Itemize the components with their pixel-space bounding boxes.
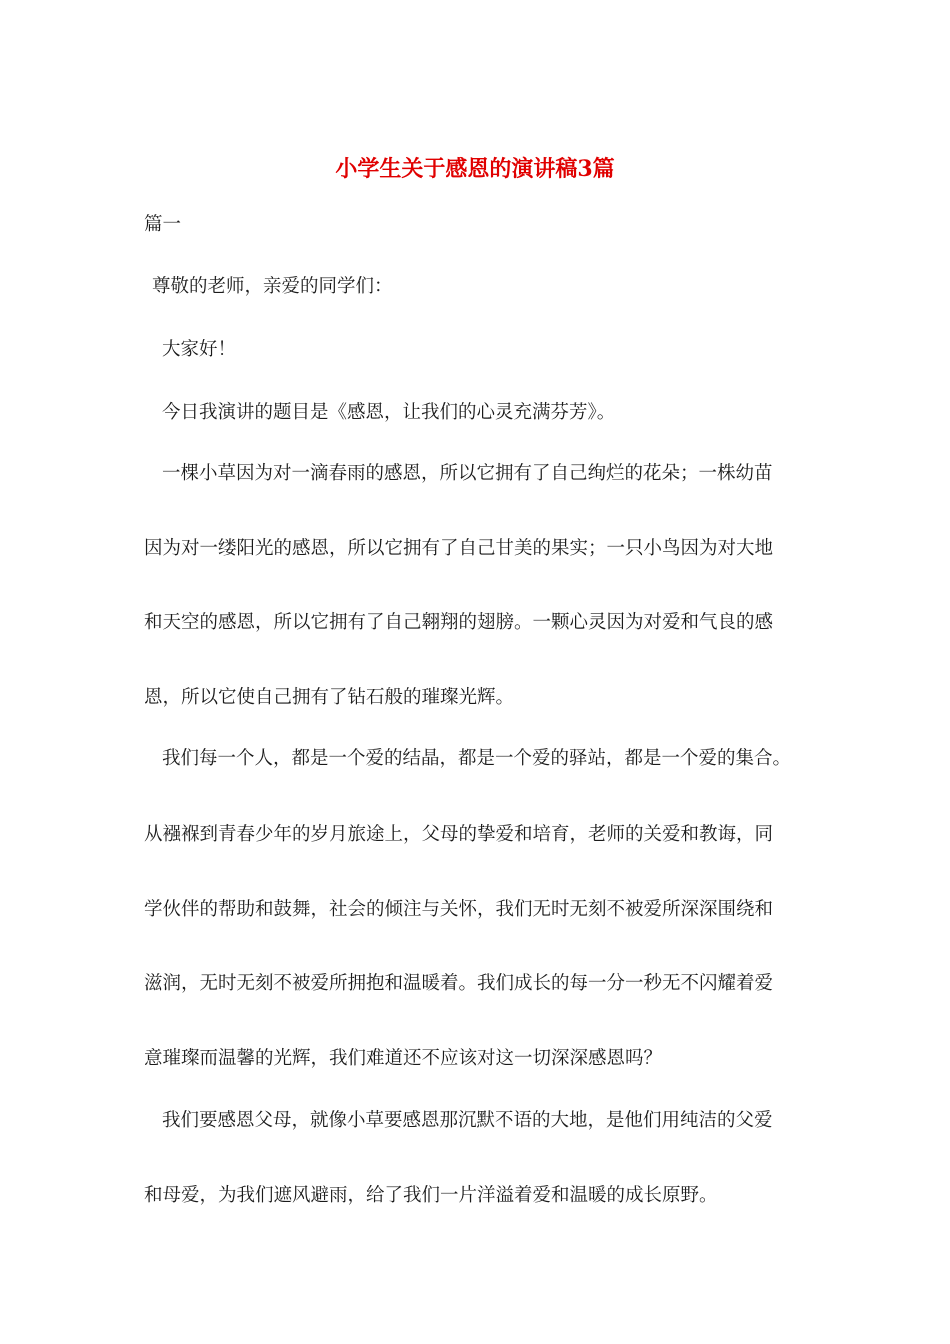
paragraph-line: 我们每一个人，都是一个爱的结晶，都是一个爱的驿站，都是一个爱的集合。 bbox=[162, 748, 792, 769]
paragraph-line: 一棵小草因为对一滴春雨的感恩，所以它拥有了自己绚烂的花朵；一株幼苗 bbox=[162, 463, 773, 484]
paragraph-line: 和母爱，为我们遮风避雨，给了我们一片洋溢着爱和温暖的成长原野。 bbox=[144, 1185, 718, 1206]
salutation: 尊敬的老师，亲爱的同学们： bbox=[152, 276, 393, 297]
paragraph-line: 意璀璨而温馨的光辉，我们难道还不应该对这一切深深感恩吗？ bbox=[144, 1048, 663, 1069]
greeting: 大家好！ bbox=[162, 339, 237, 360]
paragraph-line: 我们要感恩父母，就像小草要感恩那沉默不语的大地，是他们用纯洁的父爱 bbox=[162, 1110, 773, 1131]
section-heading: 篇一 bbox=[144, 214, 182, 235]
paragraph-line: 滋润，无时无刻不被爱所拥抱和温暖着。我们成长的每一分一秒无不闪耀着爱 bbox=[144, 973, 774, 994]
paragraph-line: 因为对一缕阳光的感恩，所以它拥有了自己甘美的果实；一只小鸟因为对大地 bbox=[144, 538, 774, 559]
paragraph-line: 恩，所以它使自己拥有了钻石般的璀璨光辉。 bbox=[144, 687, 515, 708]
speech-topic: 今日我演讲的题目是《感恩，让我们的心灵充满芬芳》。 bbox=[162, 402, 616, 423]
paragraph-line: 和天空的感恩，所以它拥有了自己翱翔的翅膀。一颗心灵因为对爱和气良的感 bbox=[144, 612, 774, 633]
paragraph-line: 学伙伴的帮助和鼓舞，社会的倾注与关怀，我们无时无刻不被爱所深深围绕和 bbox=[144, 899, 774, 920]
document-title: 小学生关于感恩的演讲稿3篇 bbox=[335, 156, 615, 182]
paragraph-line: 从襁褓到青春少年的岁月旅途上，父母的挚爱和培育，老师的关爱和教诲，同 bbox=[144, 824, 774, 845]
